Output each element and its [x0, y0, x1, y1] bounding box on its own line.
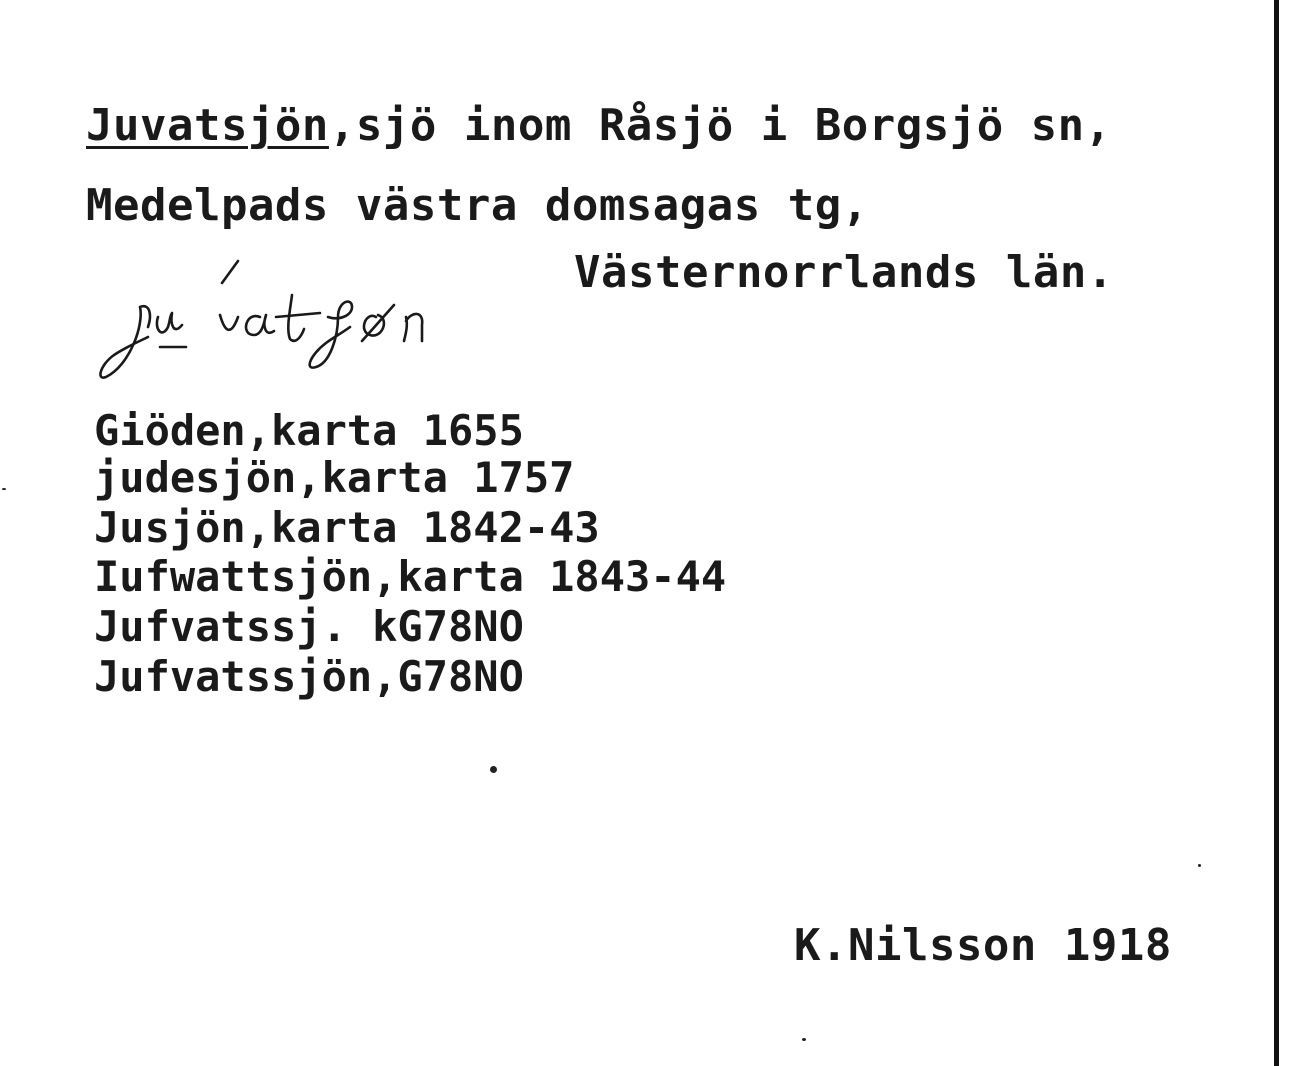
header-line-3: Västernorrlands län.	[574, 247, 1114, 298]
signature: K.Nilsson 1918	[794, 920, 1172, 971]
historical-form-6: Jufvatssjön,G78NO	[94, 652, 524, 701]
handwritten-pronunciation	[90, 255, 490, 385]
header-line-1	[86, 100, 1112, 151]
historical-form-1: Giöden,karta 1655	[94, 406, 524, 455]
header-location-text: ,sjö inom Råsjö i Borgsjö sn,	[328, 100, 1112, 151]
historical-form-5: Jufvatssj. kG78NO	[94, 602, 524, 651]
historical-form-2: judesjön,karta 1757	[94, 453, 575, 502]
ink-speck	[802, 1038, 806, 1041]
ink-speck	[1198, 864, 1201, 867]
header-line-2: Medelpads västra domsagas tg,	[86, 180, 869, 231]
headword: Juvatsjön	[86, 100, 329, 151]
ink-speck	[490, 766, 497, 773]
historical-form-3: Jusjön,karta 1842-43	[94, 503, 600, 552]
card-edge-border	[1274, 0, 1279, 1066]
historical-form-4: Iufwattsjön,karta 1843-44	[94, 552, 727, 601]
ink-speck	[2, 488, 6, 490]
